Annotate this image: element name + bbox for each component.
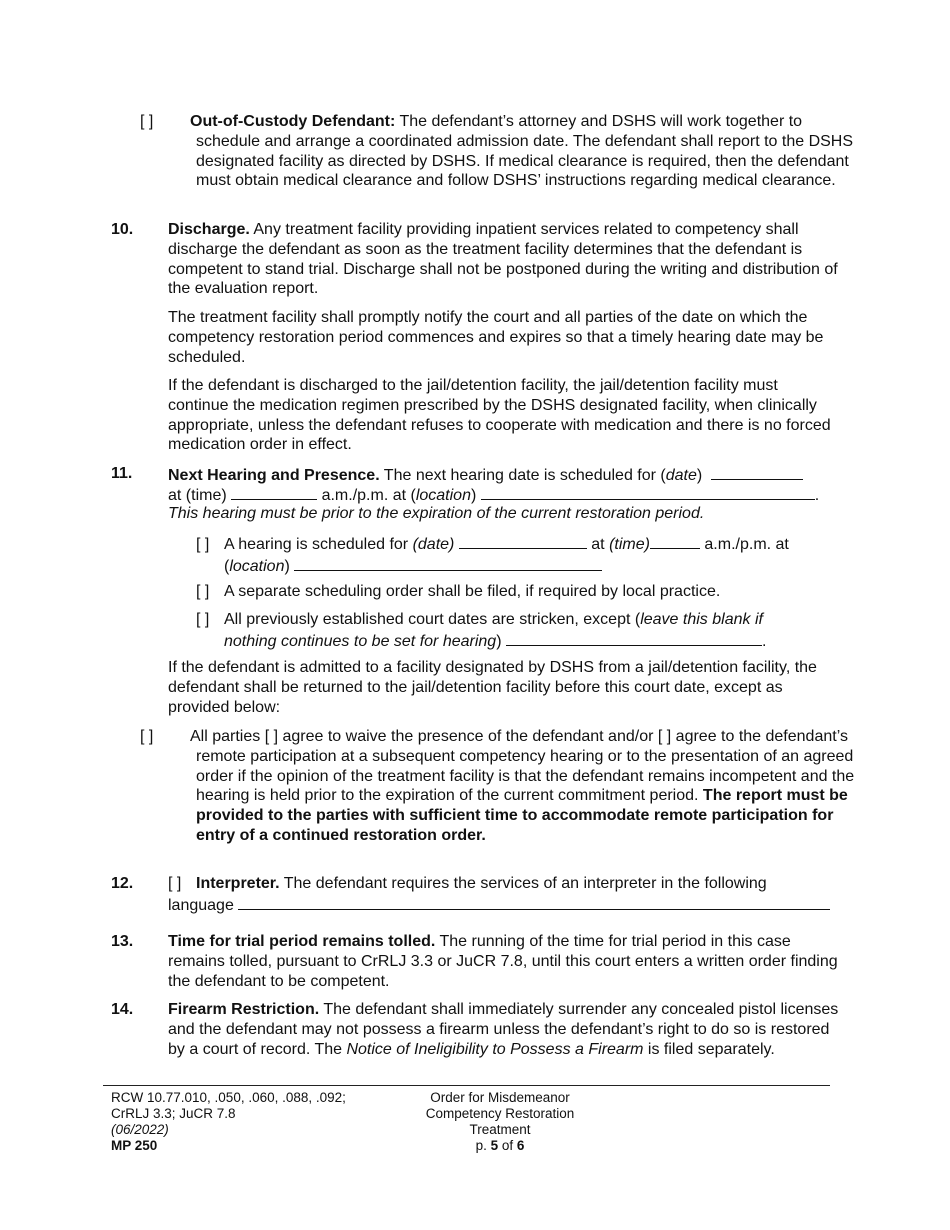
checkbox[interactable]: [ ] <box>196 611 210 628</box>
section-11-number: 11. <box>111 465 133 482</box>
section-10-paragraph-3: If the defendant is discharged to the jail/detention facility, the jail/detention facility must continue the medication regimen prescribed by the DSHS designated facility, when clinically appropriate, unless the defendant refuses to cooperate with medication and there is no forced medication order in effect. <box>168 377 831 454</box>
section-11-note: This hearing must be prior to the expiration of the current restoration period. <box>168 505 705 522</box>
section-12-title: Interpreter. <box>196 875 280 892</box>
checkbox[interactable]: [ ] <box>140 728 154 745</box>
form-number: MP 250 <box>111 1138 158 1153</box>
out-of-custody-label: Out-of-Custody Defendant: <box>190 113 396 130</box>
footer-divider <box>103 1085 830 1086</box>
checkbox[interactable]: [ ] <box>140 113 154 130</box>
waive-presence-option: [ ] All parties [ ] agree to waive the presence of the defendant and/or [ ] agree to the defendant’s remote participation at a subsequent competency hearing or to the presentation of an agreed order if the opinion of the treatment facility is that the defendant remains incompetent and the hearing is held prior to the expiration of the current commitment period. The report must be provided to the parties with sufficient time to accommodate remote participation for entry of a continued restoration order. <box>140 728 855 844</box>
stricken-exception-blank[interactable] <box>506 630 762 646</box>
court-dates-stricken-option: [ ] All previously established court dates are stricken, except (leave this blank if nothing continues to be set for hearing) . <box>196 611 767 650</box>
section-12-number: 12. <box>111 875 134 892</box>
next-hearing-date-blank[interactable] <box>711 464 803 480</box>
interpreter-language-blank[interactable] <box>238 894 830 910</box>
section-13-number: 13. <box>111 933 134 950</box>
section-13-title: Time for trial period remains tolled. <box>168 933 436 950</box>
footer-form-title: Order for Misdemeanor Competency Restoration Treatment p. 5 of 6 <box>400 1090 600 1154</box>
checkbox[interactable]: [ ] <box>264 728 279 745</box>
next-hearing-time-blank[interactable] <box>231 484 317 500</box>
section-10-discharge: Discharge. Any treatment facility providing inpatient services related to competency shall discharge the defendant as soon as the treatment facility determines that the defendant is competent to stand trial. Discharge shall not be postponed during the writing and distribution of the evaluation report. <box>168 221 838 298</box>
section-10-number: 10. <box>111 221 134 238</box>
hearing-scheduled-option: [ ] A hearing is scheduled for (date) at (time) a.m./p.m. at (location) <box>196 533 836 577</box>
section-11-admission-paragraph: If the defendant is admitted to a facility designated by DSHS from a jail/detention facility, the defendant shall be returned to the jail/detention facility before this court date, except as provided below: <box>168 659 817 716</box>
next-hearing-location-blank[interactable] <box>481 484 815 500</box>
checkbox[interactable]: [ ] <box>196 536 210 553</box>
report-requirement: The report must be provided to the parties with sufficient time to accommodate remote participation for entry of a continued restoration order. <box>196 787 848 844</box>
section-11-title: Next Hearing and Presence. <box>168 467 380 484</box>
section-13-time-for-trial: Time for trial period remains tolled. The running of the time for trial period in this case remains tolled, pursuant to CrRLJ 3.3 or JuCR 7.8, until this court enters a written order finding the defendant to be competent. <box>168 933 838 990</box>
section-11-next-hearing: Next Hearing and Presence. The next hearing date is scheduled for (date) <box>168 464 840 486</box>
section-12-interpreter: [ ] Interpreter. The defendant requires the services of an interpreter in the following language <box>168 874 840 916</box>
hearing-time-blank[interactable] <box>650 533 700 549</box>
stricken-instruction: leave this blank if <box>640 611 763 628</box>
section-10-paragraph-2: The treatment facility shall promptly notify the court and all parties of the date on which the competency restoration period commences and expires so that a timely hearing date may be scheduled. <box>168 309 824 366</box>
checkbox[interactable]: [ ] <box>657 728 672 745</box>
footer-citation: RCW 10.77.010, .050, .060, .088, .092; CrRLJ 3.3; JuCR 7.8 (06/2022) MP 250 <box>111 1090 346 1153</box>
section-10-title: Discharge. <box>168 221 250 238</box>
section-14-title: Firearm Restriction. <box>168 1001 320 1018</box>
checkbox[interactable]: [ ] <box>196 583 210 600</box>
separate-scheduling-option: [ ] A separate scheduling order shall be filed, if required by local practice. <box>196 583 721 600</box>
section-14-number: 14. <box>111 1001 134 1018</box>
checkbox[interactable]: [ ] <box>168 875 182 892</box>
out-of-custody-option: [ ] Out-of-Custody Defendant: The defendant’s attorney and DSHS will work together to schedule and arrange a coordinated admission date. The defendant shall report to the DSHS designated facility as directed by DSHS. If medical clearance is required, then the defendant must obtain medical clearance and follow DSHS’ instructions regarding medical clearance. <box>140 113 854 190</box>
section-11-time-location-line: at (time) a.m./p.m. at (location) . <box>168 484 840 506</box>
page-number: p. 5 of 6 <box>475 1138 525 1153</box>
hearing-date-blank[interactable] <box>459 533 587 549</box>
hearing-location-blank[interactable] <box>294 555 602 571</box>
section-14-firearm-restriction: Firearm Restriction. The defendant shall immediately surrender any concealed pistol licenses and the defendant may not possess a firearm unless the defendant’s right to do so is restored by a court of record. The Notice of Ineligibility to Possess a Firearm is filed separately. <box>168 1001 839 1058</box>
